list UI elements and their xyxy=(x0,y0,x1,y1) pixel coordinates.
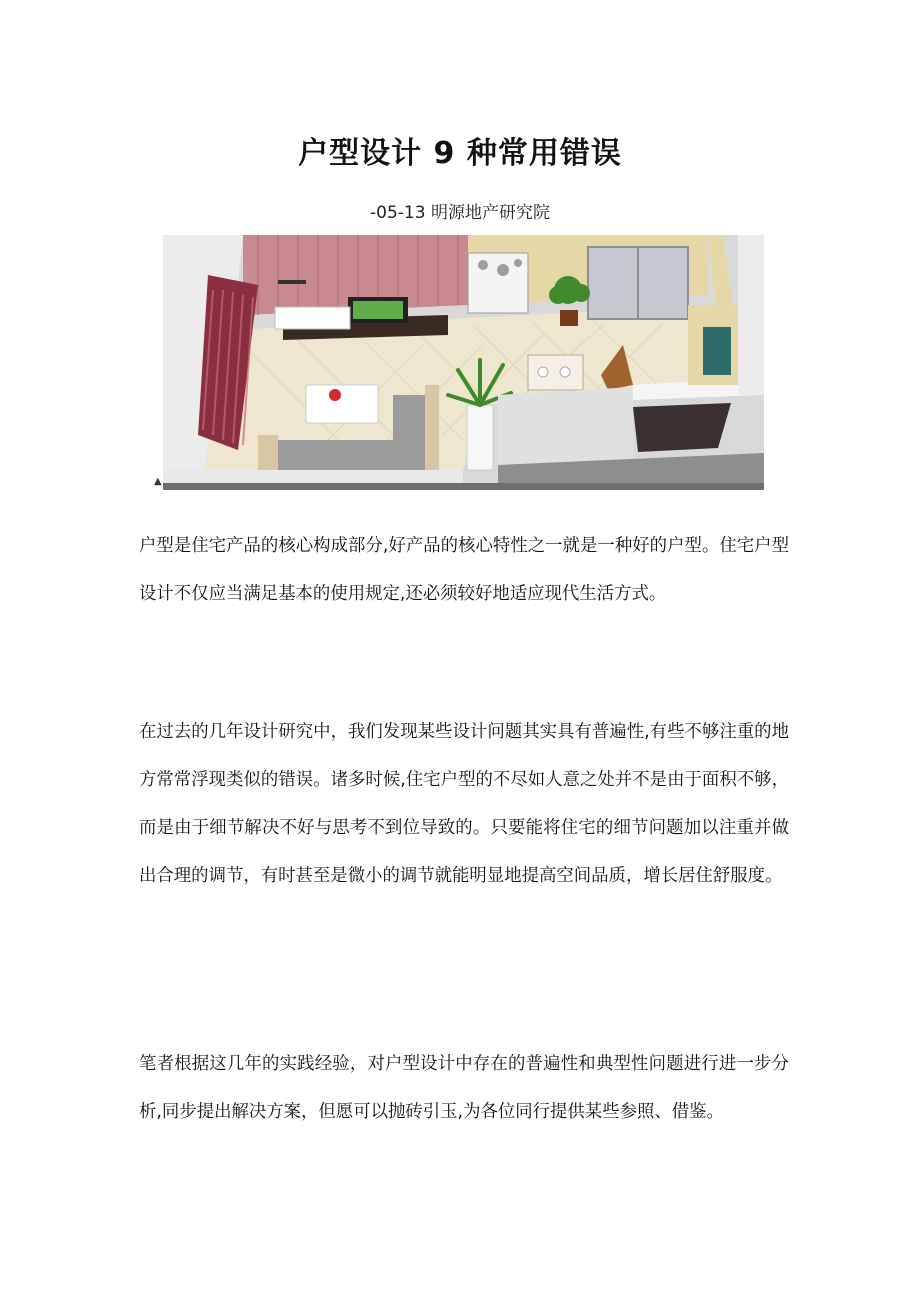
paragraph-research: 在过去的几年设计研究中，我们发现某些设计问题其实具有普遍性,有些不够注重的地方常常浮现类似的错误。诸多时候,住宅户型的不尽如人意之处并不是由于面积不够，而是由于细节解决不好与思考不到位导致的。只要能将住宅的细节问题加以注重并做出合理的调节，有时甚至是微小的调节就能明显地提高空间品质，增长居住舒服度。 xyxy=(139,722,789,886)
document-title: 户型设计 9 种常用错误 xyxy=(298,136,622,171)
document-meta: -05-13 明源地产研究院 xyxy=(370,203,550,223)
floorplan-3d-image xyxy=(163,235,764,490)
paragraph-intro: 户型是住宅产品的核心构成部分,好产品的核心特性之一就是一种好的户型。住宅户型设计不仅应当满足基本的使用规定,还必须较好地适应现代生活方式。 xyxy=(139,536,789,604)
image-marker-icon: ▲ xyxy=(154,476,162,487)
paragraph-purpose: 笔者根据这几年的实践经验，对户型设计中存在的普遍性和典型性问题进行进一步分析,同步提出解决方案，但愿可以抛砖引玉,为各位同行提供某些参照、借鉴。 xyxy=(139,1054,789,1122)
